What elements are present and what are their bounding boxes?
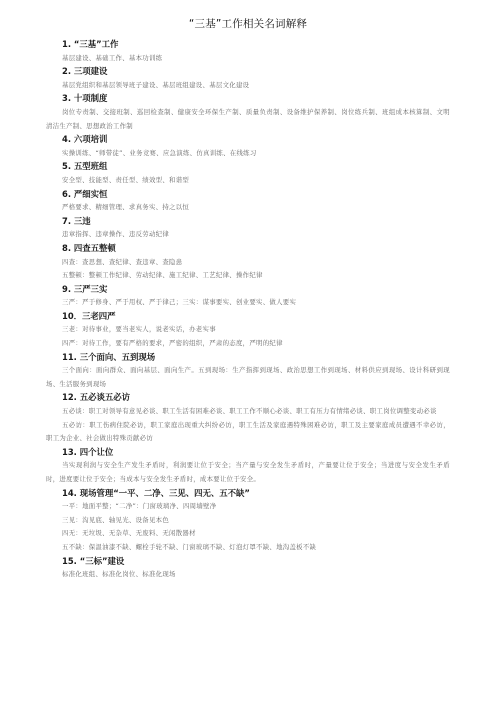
section-heading: 1. “三基”工作 [62, 39, 119, 49]
section-heading: 13. 四个让位 [62, 446, 114, 457]
section-line: 五整顿：整顿工作纪律、劳动纪律、施工纪律、工艺纪律、操作纪律 [62, 271, 263, 280]
section-line: 三见：沟见底、轴见光、设备见本色 [62, 515, 170, 524]
section-line: 四严：对待工作，要有严格的要求，严密的组织，严肃的态度，严明的纪律 [62, 339, 283, 348]
section-paragraph: 五必谈：职工对领导有意见必谈、职工生活有困难必谈、职工工作不顺心必谈、职工有压力有情绪必谈、职工岗位调整变动必谈 [62, 407, 437, 416]
section-13 [46, 446, 450, 487]
section-12 [46, 391, 450, 445]
section-10 [46, 310, 450, 351]
section-heading: 4. 六项培训 [62, 134, 108, 145]
section-7 [46, 215, 450, 242]
section-line: 一平：地面平整；“二净”：门窗玻璃净、四周墙壁净 [62, 502, 217, 511]
section-heading: 8. 四查五整顿 [62, 242, 116, 253]
section-line: 安全型、技能型、责任型、绩效型、和谐型 [62, 175, 190, 184]
section-heading: 6. 严细实恒 [62, 188, 108, 199]
section-heading: 3. 十项制度 [62, 93, 108, 104]
section-5 [46, 160, 450, 187]
section-line: 实操训练、“师带徒”、业务竞赛、应急演练、仿真训练、在线练习 [62, 148, 257, 157]
section-line: 四无：无垃圾、无杂草、无废料、无闲散器材 [62, 529, 196, 538]
section-15 [46, 555, 450, 582]
section-heading: 10．三老四严 [62, 310, 116, 321]
section-line: 标准化班组、标准化岗位、标准化现场 [62, 570, 176, 579]
section-line: 基层建设、基础工作、基本功训练 [62, 53, 163, 62]
section-heading: 12. 五必谈五必访 [62, 392, 131, 403]
section-line: 严格要求、精细管理、求真务实、持之以恒 [62, 203, 190, 212]
section-heading: 9. 三严三实 [62, 283, 108, 294]
section-paragraph: 五必访：职工伤病住院必访，职工家庭出现重大纠纷必访，职工生活及家庭遇特殊困难必访，职工及主要家庭成员遭遇不幸必访，职工为企业、社会做出特殊贡献必访 [46, 420, 450, 443]
section-line: 五不缺：保温油漆不缺、螺栓手轮不缺、门窗玻璃不缺、灯泡灯罩不缺、地沟盖板不缺 [62, 542, 317, 551]
page-title: “三基”工作相关名词解释 [188, 18, 308, 30]
sections-container [46, 38, 450, 582]
section-3 [46, 92, 450, 133]
section-9 [46, 283, 450, 310]
section-11 [46, 351, 450, 392]
section-heading: 5. 五型班组 [62, 161, 108, 172]
section-line: 四查：查思想、查纪律、查违章、查隐患 [62, 257, 183, 266]
section-6 [46, 188, 450, 215]
section-paragraph: 三个面向：面向群众、面向基层、面向生产。五到现场：生产指挥到现场、政治思想工作到现场、材料供应到现场、设计科研到现场、生活服务到现场 [46, 366, 450, 388]
section-8 [46, 242, 450, 283]
section-heading: 7. 三违 [62, 215, 91, 226]
section-heading: 14. 现场管理“一平、二净、三见、四无、五不缺” [62, 487, 250, 498]
section-line: 基层党组织和基层领导班子建设、基层班组建设、基层文化建设 [62, 80, 250, 89]
section-heading: 2. 三项建设 [62, 66, 108, 77]
section-2 [46, 65, 450, 92]
section-heading: 11. 三个面向、五到现场 [62, 351, 156, 362]
section-line: 三老：对待事业，要当老实人，说老实话，办老实事 [62, 325, 216, 334]
section-line: 违章指挥、违章操作、违反劳动纪律 [62, 230, 170, 239]
section-line: 三严：严于修身、严于用权、严于律己；三实：谋事要实、创业要实、做人要实 [62, 298, 297, 307]
section-paragraph: 岗位专责制、交接班制、巡回检查制、健康安全环保生产制、质量负责制、设备维护保养制、岗位练兵制、班组成本核算制、文明清洁生产制、思想政治工作制 [46, 107, 450, 130]
section-heading: 15. “三标”建设 [62, 555, 125, 566]
section-paragraph: 当实现利润与安全生产发生矛盾时，利润要让位于安全；当产量与安全发生矛盾时，产量要让位于安全；当进度与安全发生矛盾时，进度要让位于安全；当成本与安全发生矛盾时，成本要让位于安全。 [46, 461, 450, 483]
section-1 [46, 38, 450, 65]
section-14 [46, 487, 450, 555]
section-4 [46, 133, 450, 160]
